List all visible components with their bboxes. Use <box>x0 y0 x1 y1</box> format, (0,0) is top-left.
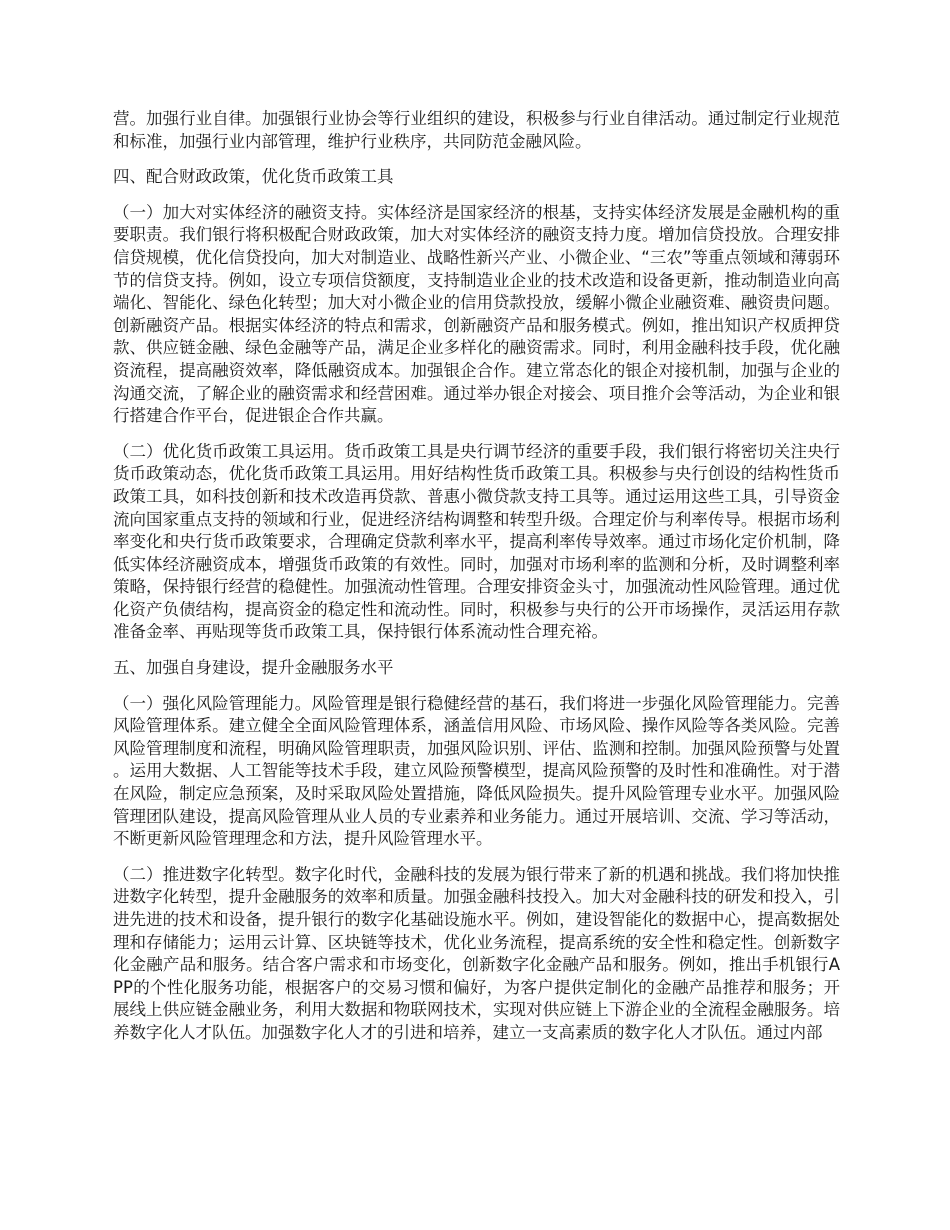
document-body <box>113 108 840 1058</box>
paragraph-risk-management: （一）强化风险管理能力。风险管理是银行稳健经营的基石，我们将进一步强化风险管理能力。完善风险管理体系。建立健全全面风险管理体系，涵盖信用风险、市场风险、操作风险等各类风险。完善风险管理制度和流程，明确风险管理职责，加强风险识别、评估、监测和控制。加强风险预警与处置。运用大数据、人工智能等技术手段，建立风险预警模型，提高风险预警的及时性和准确性。对于潜在风险，制定应急预案，及时采取风险处置措施，降低风险损失。提升风险管理专业水平。加强风险管理团队建设，提高风险管理从业人员的专业素养和业务能力。通过开展培训、交流、学习等活动，不断更新风险管理理念和方法，提升风险管理水平。 <box>113 693 840 849</box>
paragraph-monetary-policy-tools: （二）优化货币政策工具运用。货币政策工具是央行调节经济的重要手段，我们银行将密切关注央行货币政策动态，优化货币政策工具运用。用好结构性货币政策工具。积极参与央行创设的结构性货币政策工具，如科技创新和技术改造再贷款、普惠小微贷款支持工具等。通过运用这些工具，引导资金流向国家重点支持的领域和行业，促进经济结构调整和转型升级。合理定价与利率传导。根据市场利率变化和央行货币政策要求，合理确定贷款利率水平，提高利率传导效率。通过市场化定价机制，降低实体经济融资成本，增强货币政策的有效性。同时，加强对市场利率的监测和分析，及时调整利率策略，保持银行经营的稳健性。加强流动性管理。合理安排资金头寸，加强流动性风险管理。通过优化资产负债结构，提高资金的稳定性和流动性。同时，积极参与央行的公开市场操作，灵活运用存款准备金率、再贴现等货币政策工具，保持银行体系流动性合理充裕。 <box>113 441 840 642</box>
section-heading-four: 四、配合财政政策，优化货币政策工具 <box>113 167 394 187</box>
paragraph-financing-support: （一）加大对实体经济的融资支持。实体经济是国家经济的根基，支持实体经济发展是金融机构的重要职责。我们银行将积极配合财政政策，加大对实体经济的融资支持力度。增加信贷投放。合理安排信贷规模，优化信贷投向，加大对制造业、战略性新兴产业、小微企业、“三农”等重点领域和薄弱环节的信贷支持。例如，设立专项信贷额度，支持制造业企业的技术改造和设备更新，推动制造业向高端化、智能化、绿色化转型；加大对小微企业的信用贷款投放，缓解小微企业融资难、融资贵问题。创新融资产品。根据实体经济的特点和需求，创新融资产品和服务模式。例如，推出知识产权质押贷款、供应链金融、绿色金融等产品，满足企业多样化的融资需求。同时，利用金融科技手段，优化融资流程，提高融资效率，降低融资成本。加强银企合作。建立常态化的银企对接机制，加强与企业的沟通交流，了解企业的融资需求和经营困难。通过举办银企对接会、项目推介会等活动，为企业和银行搭建合作平台，促进银企合作共赢。 <box>113 202 840 426</box>
section-heading-five: 五、加强自身建设，提升金融服务水平 <box>113 658 394 678</box>
paragraph-digital-transformation: （二）推进数字化转型。数字化时代，金融科技的发展为银行带来了新的机遇和挑战。我们将加快推进数字化转型，提升金融服务的效率和质量。加强金融科技投入。加大对金融科技的研发和投入，引进先进的技术和设备，提升银行的数字化基础设施水平。例如，建设智能化的数据中心，提高数据处理和存储能力；运用云计算、区块链等技术，优化业务流程，提高系统的安全性和稳定性。创新数字化金融产品和服务。结合客户需求和市场变化，创新数字化金融产品和服务。例如，推出手机银行APP的个性化服务功能，根据客户的交易习惯和偏好，为客户提供定制化的金融产品推荐和服务；开展线上供应链金融业务，利用大数据和物联网技术，实现对供应链上下游企业的全流程金融服务。培养数字化人才队伍。加强数字化人才的引进和培养，建立一支高素质的数字化人才队伍。通过内部 <box>113 864 840 1042</box>
paragraph-industry-self-discipline: 营。加强行业自律。加强银行业协会等行业组织的建设，积极参与行业自律活动。通过制定行业规范和标准，加强行业内部管理，维护行业秩序，共同防范金融风险。 <box>113 109 840 151</box>
